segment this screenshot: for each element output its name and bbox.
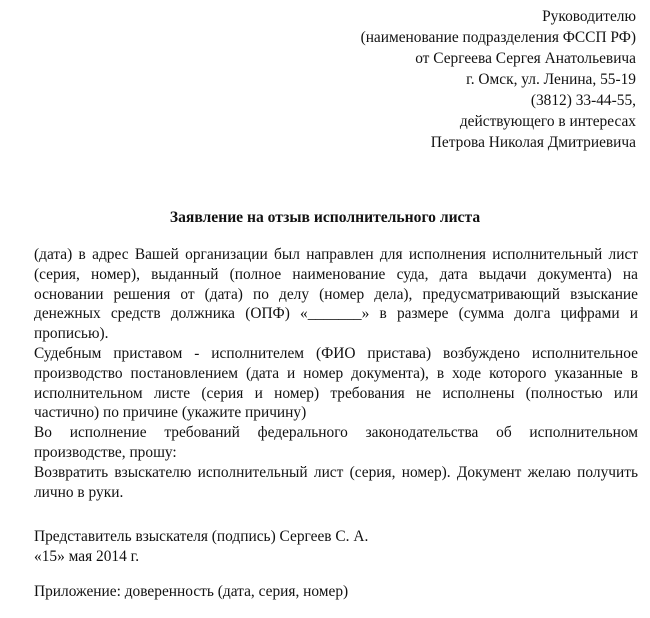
signature-block bbox=[34, 527, 368, 567]
header-line-address: г. Омск, ул. Ленина, 55-19 bbox=[466, 71, 636, 88]
signature-line: Представитель взыскателя (подпись) Сергеев С. А. bbox=[34, 528, 369, 545]
body-paragraph-1: (дата) в адрес Вашей организации был направлен для исполнения исполнительный лист (серия, номер), выданный (полное наименование суда, дата выдачи документа) на основании решения от (дата) по делу (номер дела), предусматривающий взыскание денежных средств должника (ОПФ) «_______» в размере (сумма долга цифрами и прописью). bbox=[34, 246, 638, 343]
header-line-department: (наименование подразделения ФССП РФ) bbox=[360, 29, 636, 46]
header-line-phone: (3812) 33-44-55, bbox=[530, 92, 636, 109]
document-title: Заявление на отзыв исполнительного листа bbox=[169, 209, 481, 226]
signature-date: «15» мая 2014 г. bbox=[34, 548, 140, 565]
header-line-recipient: Руководителю bbox=[542, 8, 636, 25]
document-body bbox=[34, 245, 638, 502]
body-paragraph-2: Судебным приставом - исполнителем (ФИО пристава) возбуждено исполнительное производство постановлением (дата и номер документа), в ходе которого указанные в исполнительном листе (серия и номер) требования не исполнены (полностью или частично) по причине (укажите причину) bbox=[34, 344, 638, 422]
attachment-line: Приложение: доверенность (дата, серия, номер) bbox=[34, 583, 349, 600]
header-line-sender: от Сергеева Сергея Анатольевича bbox=[415, 50, 636, 67]
body-paragraph-4: Возвратить взыскателю исполнительный лист (серия, номер). Документ желаю получить лично в руки. bbox=[34, 463, 638, 501]
header-line-principal: Петрова Николая Дмитриевича bbox=[430, 134, 636, 151]
header-line-acting: действующего в интересах bbox=[459, 113, 636, 130]
body-paragraph-3: Во исполнение требований федерального законодательства об исполнительном производстве, прошу: bbox=[34, 424, 638, 461]
addressee-block bbox=[276, 6, 636, 153]
